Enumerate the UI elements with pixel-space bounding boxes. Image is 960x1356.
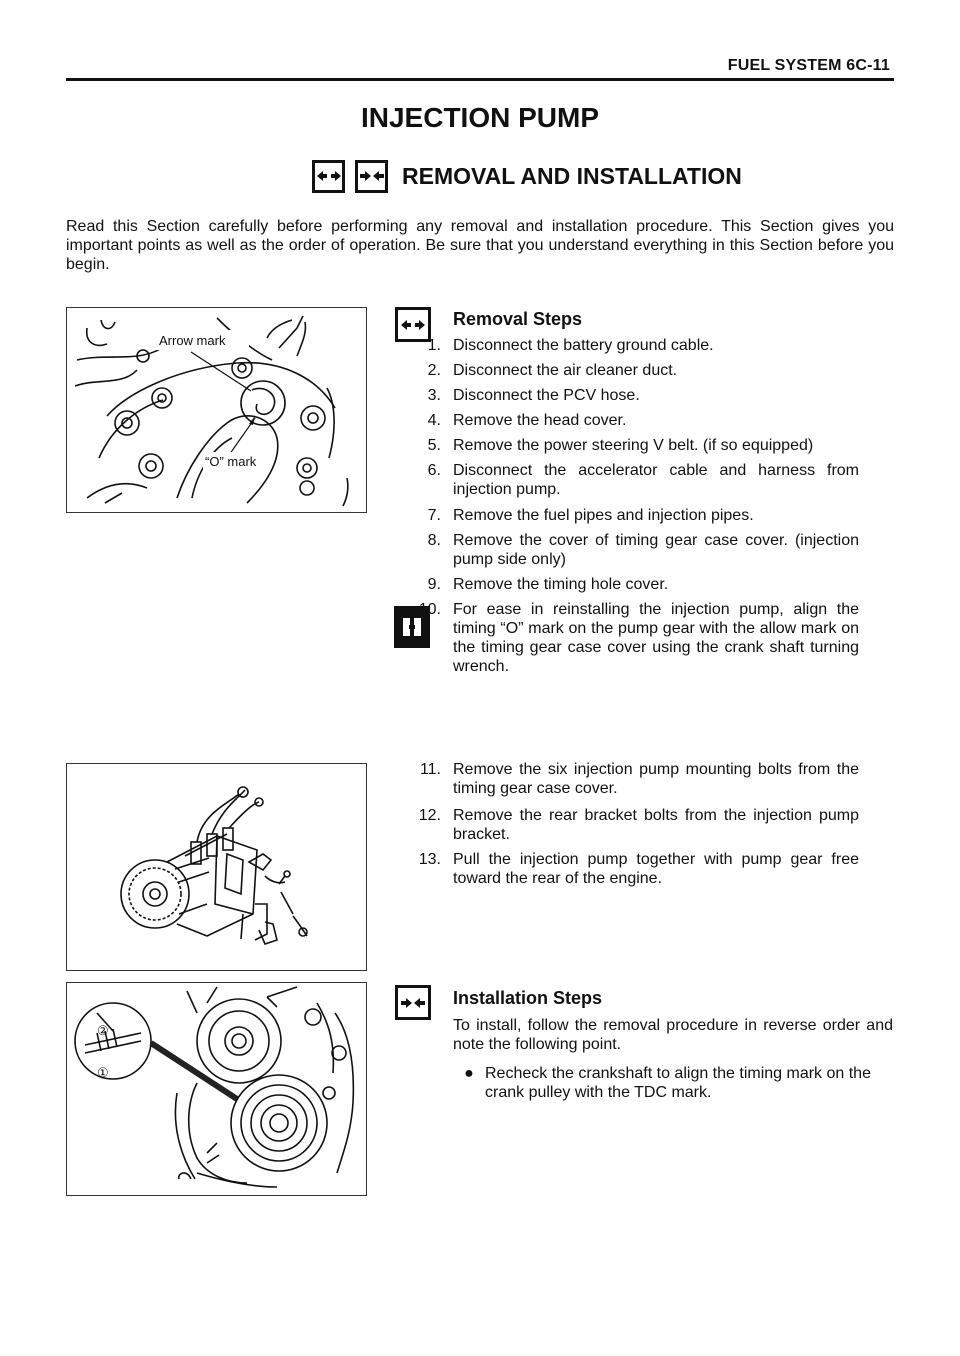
removal-step-12: 12. Remove the rear bracket bolts from the injection pump bracket.: [418, 807, 859, 843]
page-title: INJECTION PUMP: [360, 102, 600, 133]
installation-bullet-text: Recheck the crankshaft to align the timing mark on the crank pulley with the TDC mark.: [485, 1065, 871, 1101]
installation-steps-heading: Installation Steps: [453, 988, 603, 1008]
installation-bullet: [453, 1064, 893, 1102]
callout-1-label: ①: [97, 1065, 109, 1080]
removal-step-2: 2. Disconnect the air cleaner duct.: [427, 362, 678, 379]
removal-step-1: 1. Disconnect the battery ground cable.: [427, 337, 714, 354]
removal-arrows-icon: [312, 160, 345, 193]
removal-step-13: 13. Pull the injection pump together with pump gear free toward the rear of the engine.: [418, 851, 859, 887]
injection-pump-figure: [66, 763, 367, 971]
removal-steps-list: [407, 0, 897, 1356]
removal-step-8: 8. Remove the cover of timing gear case cover. (injection pump side only): [427, 532, 859, 568]
callout-2-label: ②: [97, 1023, 109, 1038]
crank-pulley-drawing: [67, 983, 365, 1194]
arrow-mark-label: Arrow mark: [159, 333, 226, 348]
running-header: FUEL SYSTEM 6C-11: [727, 57, 890, 74]
timing-mark-figure: [66, 307, 367, 513]
removal-step-11: 11. Remove the six injection pump mounting bolts from the timing gear case cover.: [419, 761, 859, 797]
injection-pump-drawing: [67, 764, 365, 969]
bullet-dot: ●: [464, 1065, 474, 1082]
intro-paragraph: Read this Section carefully before performing any removal and installation procedure. This Section gives you important points as well as the order of operation. Be sure that you understand everything in this Section before you begin.: [66, 218, 894, 273]
timing-mark-drawing: [67, 308, 365, 511]
removal-step-5: 5. Remove the power steering V belt. (if so equipped): [427, 437, 814, 454]
removal-step-6: 6. Disconnect the accelerator cable and harness from injection pump.: [427, 462, 859, 498]
removal-steps-heading: Removal Steps: [453, 309, 583, 329]
removal-step-9: 9. Remove the timing hole cover.: [427, 576, 669, 593]
installation-intro: To install, follow the removal procedure in reverse order and note the following point.: [453, 1017, 893, 1053]
o-mark-label: “O” mark: [205, 454, 257, 469]
removal-step-7: 7. Remove the fuel pipes and injection pipes.: [427, 507, 754, 524]
removal-step-3: 3. Disconnect the PCV hose.: [427, 387, 640, 404]
crank-pulley-figure: [66, 982, 367, 1196]
section-title: REMOVAL AND INSTALLATION: [402, 162, 742, 189]
removal-step-10: 10. For ease in reinstalling the injection pump, align the timing “O” mark on the pump gear with the allow mark on the timing gear case cover using the crank shaft turning wrench.: [418, 601, 859, 675]
installation-arrows-icon: [355, 160, 388, 193]
removal-step-4: 4. Remove the head cover.: [427, 412, 627, 429]
